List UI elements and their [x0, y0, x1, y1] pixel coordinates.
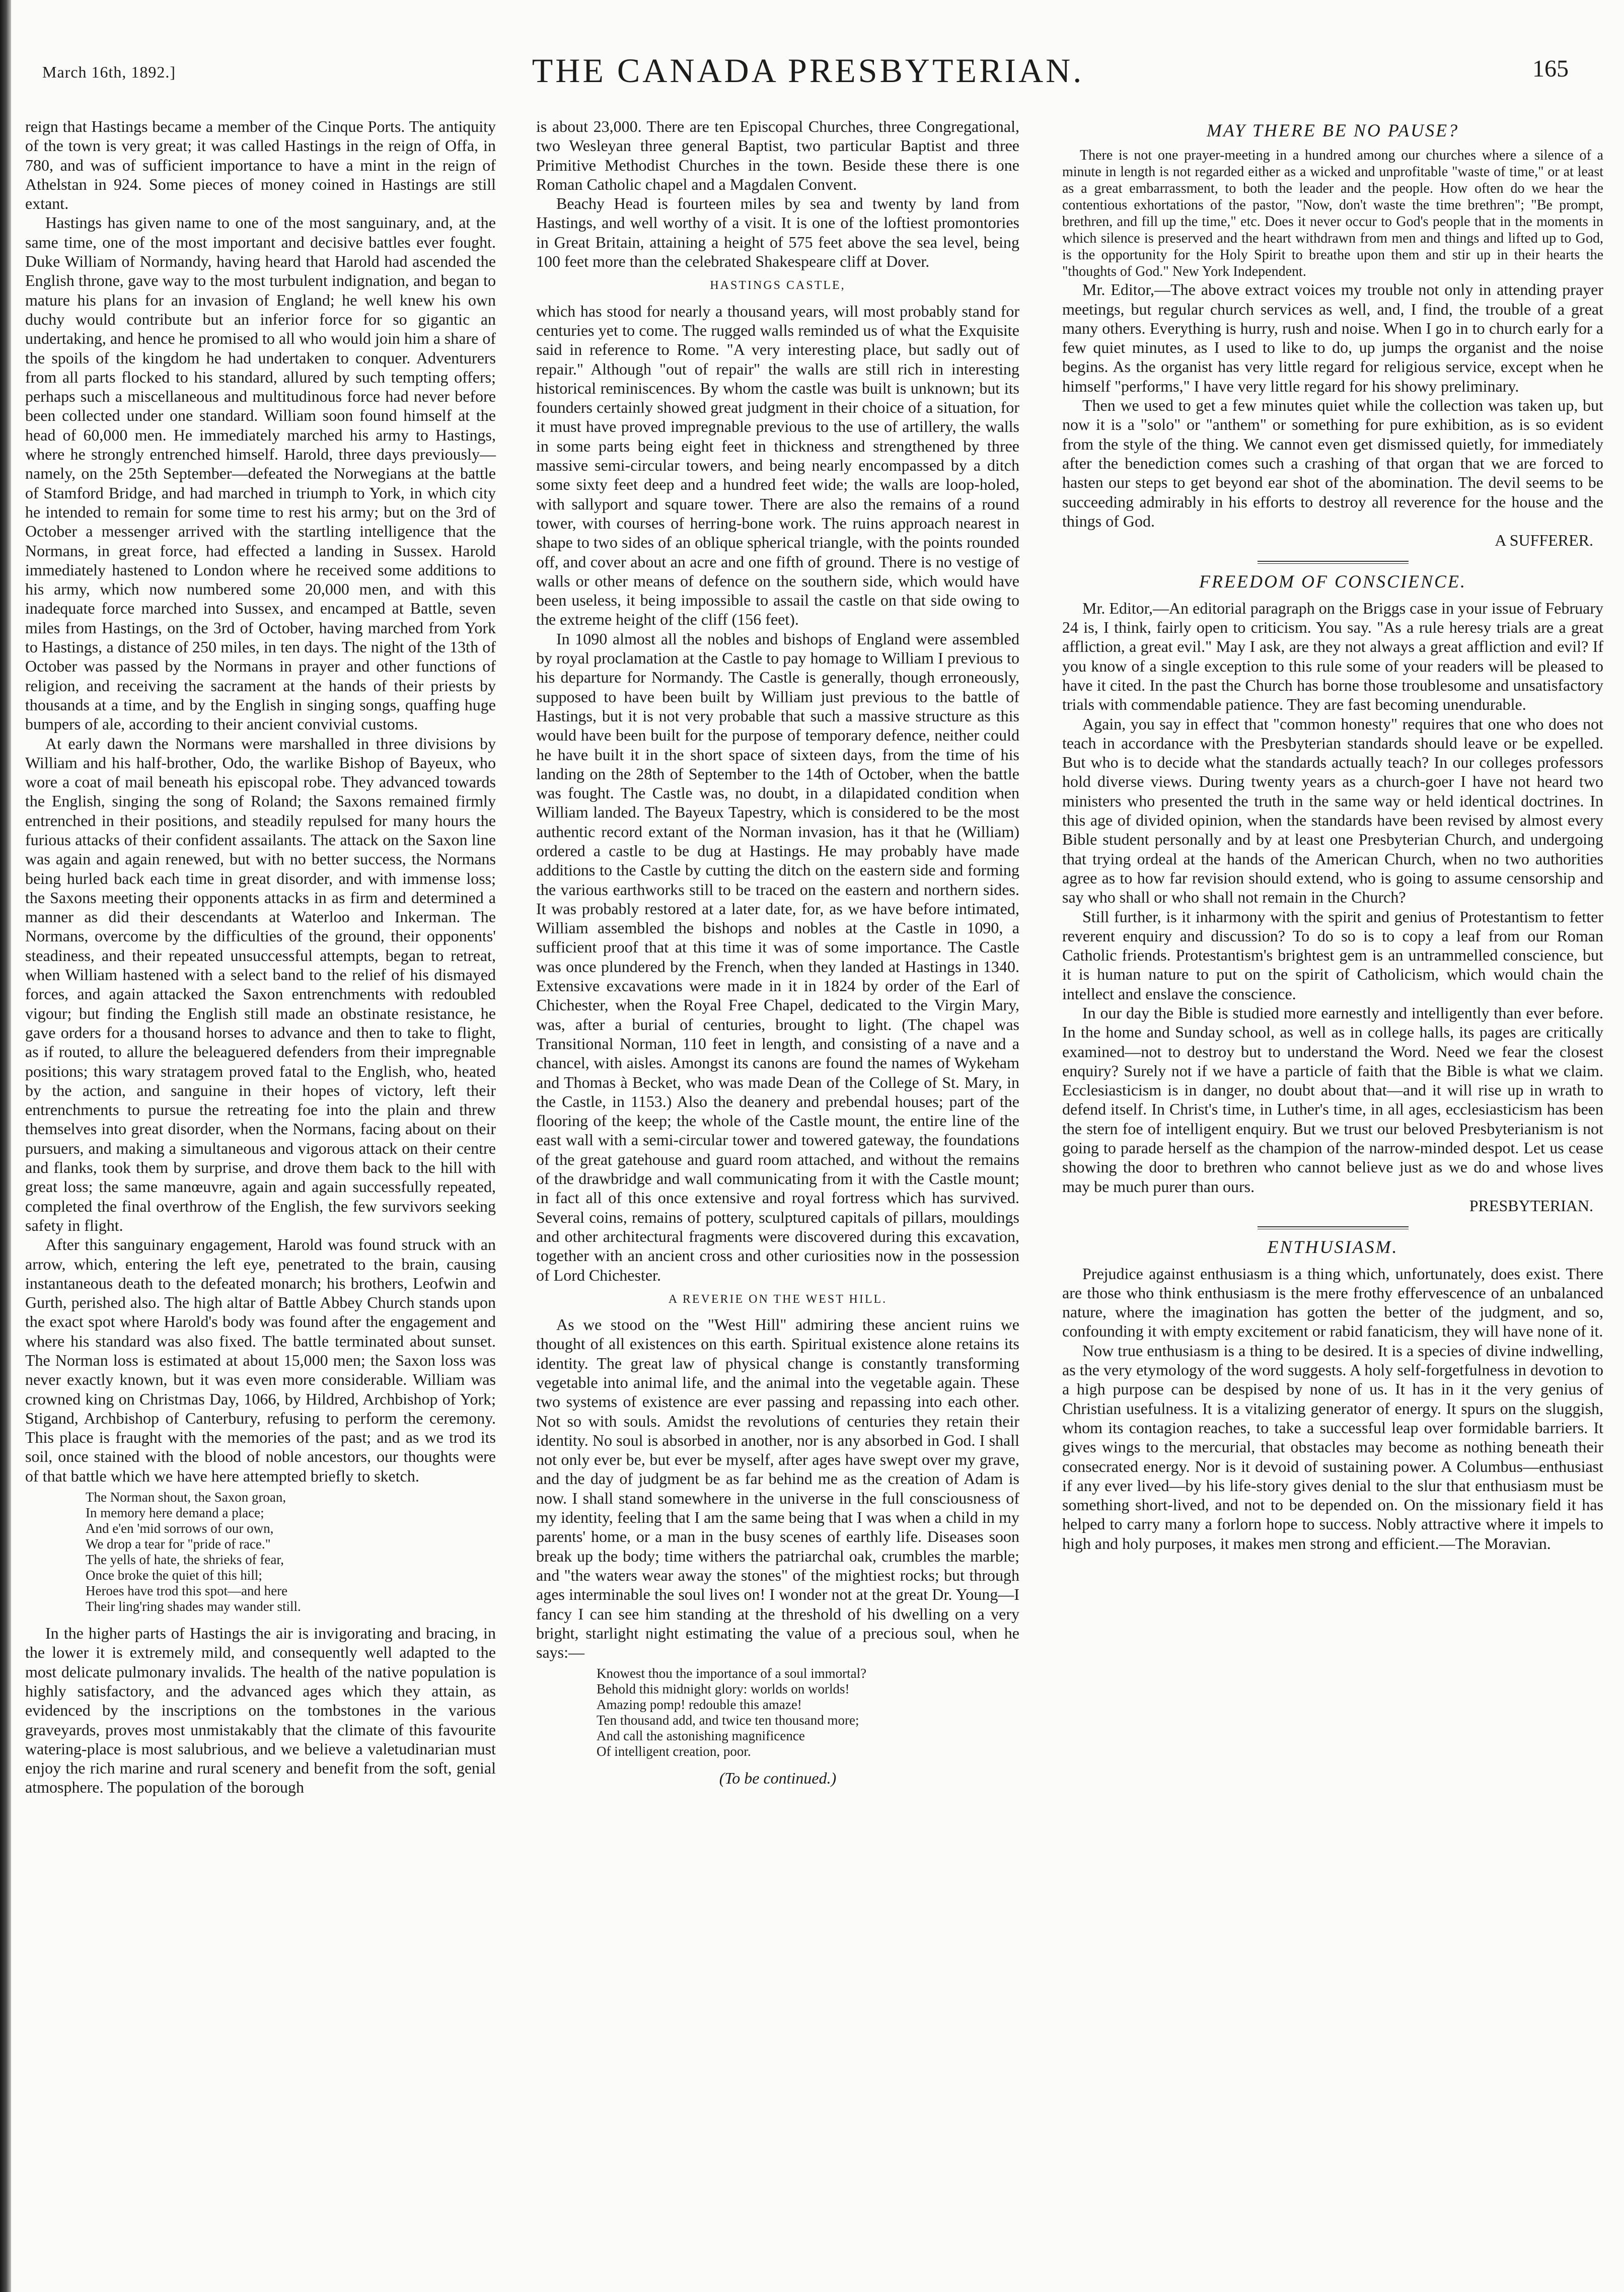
masthead: THE CANADA PRESBYTERIAN. [532, 51, 1084, 90]
poem-line: Their ling'ring shades may wander still. [86, 1599, 301, 1614]
paragraph: which has stood for nearly a thousand years, will most probably stand for centuries yet to come. The rugged walls reminded us of what the Exquisite said in reference to Rome. "A very interesting place, but sadly out of repair." Although "out of repair" the walls are still rich in interesting historical reminiscences. By whom the castle was built is unknown; but its founders certainly showed great judgment in their choice of a situation, for it must have proved impregnable previous to the use of artillery, the walls in some parts being eight feet in thickness and strengthened by three massive semi-circular towers, and being nearly encompassed by a ditch some sixty feet deep and a hundred feet wide; the walls are loop-holed, with sallyport and square tower. There are also the remains of a round tower, with courses of herring-bone work. The ruins approach nearest in shape to two sides of an oblique spherical triangle, with the points rounded off, and cover about an acre and one fifth of ground. There is no vestige of walls or other means of defence on the southern side, which would have been useless, it being impossible to assail the castle on that side owing to the extreme height of the cliff (156 feet). [536, 302, 1019, 629]
poem-line: And e'en 'mid sorrows of our own, [86, 1521, 274, 1536]
paragraph: reign that Hastings became a member of the Cinque Ports. The antiquity of the town is very great; it was called Hastings in the reign of Offa, in 780, and was of sufficient importance to have a mint in the reign of Athelstan in 924. Some pieces of money coined in Hastings are still extant. [25, 117, 496, 213]
column-3 [1062, 117, 1603, 1553]
poem-line: The yells of hate, the shrieks of fear, [86, 1552, 284, 1568]
poem-line: And call the astonishing magnificence [597, 1728, 805, 1744]
paragraph: Then we used to get a few minutes quiet while the collection was taken up, but now it is a "solo" or "anthem" or something for pure exhibition, as is so evident from the style of the thing. We cannot even get dismissed quietly, for immediately after the benediction comes such a crashing of that organ that we are forced to hasten our steps to get beyond ear shot of the abomination. The devil seems to be succeeding admirably in his efforts to destroy all reverence for the house and the things of God. [1062, 396, 1603, 530]
paragraph: Hastings has given name to one of the most sanguinary, and, at the same time, one of the most important and decisive battles ever fought. Duke William of Normandy, having heard that Harold had ascended the English throne, gave way to the most turbulent indignation, and began to mature his plans for an invasion of England; he well knew his own duchy would contribute but an inferior force for so gigantic an undertaking, and hence he promised to all who would join him a share of the spoils of the kingdom he had undertaken to conquer. Adventurers from all parts flocked to his standard, allured by such tempting offers; perhaps such a miscellaneous and multitudinous force had never before been collected under one standard. William soon found himself at the head of 60,000 men. He immediately marched his army to Hastings, where he strongly entrenched himself. Harold, three days previously—namely, on the 25th September—defeated the Norwegians at the battle of Stamford Bridge, and had marched in triumph to York, in which city he intended to remain for some time to rest his army; but on the 3rd of October a messenger arrived with the startling intelligence that the Normans, in great force, had effected a landing in Sussex. Harold immediately hastened to London where he received some additions to his army, which now numbered some 20,000 men, and with this inadequate force marched into Sussex, and encamped at Battle, seven miles from Hastings, on the 3rd of October, having marched from York to Hastings, a distance of 250 miles, in ten days. The night of the 13th of October was passed by the Normans in prayer and other functions of religion, and receiving the sacrament at the hands of their priests by thousands at a time, and by the English in singing songs, quaffing huge bumpers of ale, according to their ancient convivial customs. [25, 213, 496, 733]
paragraph: Beachy Head is fourteen miles by sea and twenty by land from Hastings, and well worthy of a visit. It is one of the loftiest promontories in Great Britain, attaining a height of 575 feet above the sea level, being 100 feet more than the celebrated Shakespeare cliff at Dover. [536, 194, 1019, 271]
paragraph: In the higher parts of Hastings the air is invigorating and bracing, in the lower it is extremely mild, and consequently well adapted to the most delicate pulmonary invalids. The health of the native population is highly satisfactory, and the advanced ages which they attain, as evidenced by the inscriptions on the tombstones in the various graveyards, proves most unmistakably that the climate of this favourite watering-place is most salubrious, and we believe a valetudinarian must enjoy the rich marine and rural scenery and benefit from the soft, genial atmosphere. The population of the borough [25, 1624, 496, 1797]
poem-line: Amazing pomp! redouble this amaze! [597, 1697, 802, 1713]
paragraph: Mr. Editor,—An editorial paragraph on the Briggs case in your issue of February 24 is, I think, fairly open to criticism. You say. "As a rule heresy trials are a great affliction, a great evil." May I ask, are they not always a great affliction and evil? If you know of a single exception to this rule some of your readers will be pleased to have it cited. In the past the Church has borne those troublesome and unsatisfactory trials with commendable patience. They are fast becoming unendurable. [1062, 599, 1603, 714]
poem [597, 1666, 1019, 1759]
quoted-extract: There is not one prayer-meeting in a hundred among our churches where a silence of a minute in length is not regarded either as a wicked and unprofitable "waste of time," or at least as a great embarrassment, to both the leader and the people. How often do we hear the contentious exhortations of the pastor, "Now, don't waste the time brethren"; "Be prompt, brethren, and fill up the time," etc. Does it never occur to God's people that in the moments in which silence is preserved and the heart withdrawn from men and things and lifted up to God, is the opportunity for the Holy Spirit to breathe upon them and stir up in their hearts the "thoughts of God." New York Independent. [1062, 147, 1603, 280]
article-title: MAY THERE BE NO PAUSE? [1206, 120, 1459, 140]
poem-line: Heroes have trod this spot—and here [86, 1583, 288, 1599]
paragraph: In our day the Bible is studied more earnestly and intelligently than ever before. In the home and Sunday school, as well as in college halls, its pages are critically examined—not to destroy but to understand the Word. Need we fear the closest enquiry? Surely not if we have a particle of faith that the Bible is what we claim. Ecclesiasticism is in danger, no doubt about that—and it will rise up in wrath to defend itself. In Christ's time, in Luther's time, in all ages, ecclesiasticism has been the stern foe of intelligent enquiry. But we trust our beloved Presbyterianism is not going to parade herself as the champion of the narrow-minded despot. Let us cease showing the door to brethren who cannot believe just as we do and whose lives may be much purer than ours. [1062, 1003, 1603, 1196]
paragraph: Now true enthusiasm is a thing to be desired. It is a species of divine indwelling, as the very etymology of the word suggests. A holy self-forgetfulness in devotion to a high purpose can be despised by none of us. It has in it the very genius of Christian usefulness. It is a vitalizing generator of energy. It spurs on the sluggish, whom its contagion reaches, to take a successful leap over formidable barriers. It gives wings to the mercurial, that obstacles may become as nothing beneath their consecrated energy. Nor is it devoid of sustaining power. A Columbus—enthusiast if any ever lived—by his life-story gives denial to the slur that enthusiasm must be something short-lived, and not to be depended on. On the missionary field it has helped to carry many a forlorn hope to success. Nobly attractive where it impels to high and holy purposes, it makes men strong and efficient.—The Moravian. [1062, 1341, 1603, 1552]
paragraph: After this sanguinary engagement, Harold was found struck with an arrow, which, entering the left eye, penetrated to the brain, causing instantaneous death to the defeated monarch; his brothers, Leofwin and Gurth, perished also. The high altar of Battle Abbey Church stands upon the exact spot where Harold's body was found after the engagement and where his standard was also fixed. The battle terminated about sunset. The Norman loss is estimated at about 15,000 men; the Saxon loss was never exactly known, but it was even more considerable. William was crowned king on Christmas Day, 1066, by Hildred, Archbishop of York; Stigand, Archbishop of Canterbury, refusing to perform the ceremony. This place is fraught with the memories of the past; and as we trod its soil, once stained with the blood of noble ancestors, our thoughts were of that battle which we have here attempted briefly to sketch. [25, 1235, 496, 1485]
column-1 [25, 117, 496, 1797]
page-header [25, 48, 1591, 103]
continued-note: (To be continued.) [719, 1769, 837, 1788]
poem-line: Behold this midnight glory: worlds on worlds! [597, 1681, 850, 1697]
article-title: ENTHUSIASM. [1267, 1237, 1398, 1258]
poem-line: In memory here demand a place; [86, 1505, 264, 1521]
poem-line: Knowest thou the importance of a soul immortal? [597, 1666, 867, 1681]
section-heading: HASTINGS CASTLE, [710, 279, 846, 292]
poem-line: The Norman shout, the Saxon groan, [86, 1490, 286, 1505]
poem-line: Of intelligent creation, poor. [597, 1744, 751, 1759]
issue-date: March 16th, 1892.] [42, 63, 176, 81]
poem [86, 1490, 496, 1614]
paragraph: As we stood on the "West Hill" admiring these ancient ruins we thought of all existences on this earth. Spiritual existence alone retains its identity. The great law of physical change is constantly transforming vegetable into animal life, and the animal into the vegetable again. These two systems of existence are ever passing and repassing into each other. Not so with souls. Amidst the revolutions of centuries they retain their identity. No soul is absorbed in another, nor is any absorbed in God. I shall not only ever be, but ever be myself, after ages have swept over my grave, and the day of judgment be as far behind me as the creation of Adam is now. I shall stand somewhere in the universe in the full consciousness of my identity, feeling that I am the same being that I was when a child in my parents' home, or a man in the busy scenes of earthly life. Diseases soon break up the body; time withers the patriarchal oak, crumbles the marble; and "the waters wear away the stones" of the mightiest rocks; but through ages interminable the soul lives on! I wonder not at the great Dr. Young—I fancy I can see him standing at the threshold of his dwelling on a very bright, starlight night estimating the value of a precious soul, when he says:— [536, 1315, 1019, 1662]
article-title: FREEDOM OF CONSCIENCE. [1199, 571, 1466, 592]
paragraph: Prejudice against enthusiasm is a thing which, unfortunately, does exist. There are those who think enthusiasm is the mere frothy effervescence of an unbalanced nature, where the imagination has gotten the better of the judgment, and so, confounding it with empty excitement or rabid fanaticism, they will have none of it. [1062, 1264, 1603, 1341]
poem-line: Ten thousand add, and twice ten thousand more; [597, 1713, 859, 1728]
page-number: 165 [1532, 55, 1569, 82]
divider [1258, 1226, 1409, 1229]
poem-line: Once broke the quiet of this hill; [86, 1568, 262, 1583]
paragraph: Again, you say in effect that "common honesty" requires that one who does not teach in accordance with the Presbyterian standards should leave or be expelled. But who is to decide what the standards actually teach? In our colleges professors hold diverse views. During twenty years as a church-goer I have not heard two ministers who presented the truth in the same way or held identical doctrines. In this age of divided opinion, when the standards have been revised by almost every Bible student personally and by at least one Presbyterian Church, and undergoing that trying ordeal at the hands of the American Church, when no two authorities agree as to how far revision should extend, who is going to assume censorship and say who shall or who shall not remain in the Church? [1062, 714, 1603, 907]
divider [1258, 561, 1409, 564]
paragraph: At early dawn the Normans were marshalled in three divisions by William and his half-brother, Odo, the warlike Bishop of Bayeux, who wore a coat of mail beneath his episcopal robe. They advanced towards the English, singing the song of Roland; the Saxons remained firmly entrenched in their positions, and steadily repulsed for many hours the furious attacks of their confident assailants. The attack on the Saxon line was again and again renewed, but with no better success, the Normans being hurled back each time in great disorder, and with immense loss; the Saxons meeting their opponents attacks in as firm and determined a manner as did their descendants at Waterloo and Inkerman. The Normans, overcome by the difficulties of the ground, their opponents' steadiness, and their repeated unsuccessful attempts, began to retreat, when William hastened with a select band to the relief of his dismayed forces, and again attacked the Saxon entrenchments with redoubled vigour; but finding the English still made an obstinate resistance, he gave orders for a thousand horses to advance and then to take to flight, as if routed, to allure the beleaguered defenders from their impregnable positions; this wary stratagem proved fatal to the English, who, heated by the action, and sanguine in their hopes of victory, left their entrenchments to pursue the retreating foe into the plain and threw themselves into great disorder, when the Normans, facing about on their pursuers, and making a simultaneous and vigorous attack on their centre and flanks, took them by surprise, and drove them back to the hill with great loss; the same manœuvre, again and again successfully repeated, completed the final overthrow of the English, the few survivors seeking safety in flight. [25, 734, 496, 1234]
binding-spine [0, 0, 11, 2292]
signature: PRESBYTERIAN. [1469, 1196, 1593, 1215]
column-2 [536, 117, 1019, 1788]
section-heading: A REVERIE ON THE WEST HILL. [668, 1292, 888, 1306]
paragraph: Still further, is it inharmony with the spirit and genius of Protestantism to fetter reverent enquiry and discussion? To do so is to copy a leaf from our Roman Catholic friends. Protestantism's brightest gem is an untrammelled conscience, but it is human nature to put on the spirit of Catholicism, which would chain the intellect and enslave the conscience. [1062, 907, 1603, 1003]
paragraph: is about 23,000. There are ten Episcopal Churches, three Congregational, two Wesleyan three general Baptist, two particular Baptist and three Primitive Methodist Churches in the town. Beside these there is one Roman Catholic chapel and a Magdalen Convent. [536, 117, 1019, 193]
paragraph: Mr. Editor,—The above extract voices my trouble not only in attending prayer meetings, but regular church services as well, and, I find, the trouble of a great many others. Everything is hurry, rush and noise. When I go in to church early for a few quiet minutes, as I used to like to do, up jumps the organist and the noise begins. As the organist has very little regard for religious service, except when he himself "performs," I have very little regard for his showy preliminary. [1062, 280, 1603, 395]
paragraph: In 1090 almost all the nobles and bishops of England were assembled by royal proclamation at the Castle to pay homage to William I previous to his departure for Normandy. The Castle is generally, though erroneously, supposed to have been built by William just previous to the battle of Hastings, but it is not very probable that such a massive structure as this would have been built for the purpose of temporary defence, neither could he have built it in the short space of sixteen days, from the time of his landing on the 28th of September to the 14th of October, when the battle was fought. The Castle was, no doubt, in a dilapidated condition when William landed. The Bayeux Tapestry, which is considered to be the most authentic record extant of the Norman invasion, has it that he (William) ordered a castle to be dug at Hastings. He may probably have made additions to the Castle by cutting the ditch on the eastern side and forming the various earthworks still to be traced on the eastern and northern sides. It was probably restored at a later date, for, as we have before intimated, William assembled the bishops and nobles at the Castle in 1090, a sufficient proof that at this time it was of some importance. The Castle was once plundered by the French, when they landed at Hastings in 1340. Extensive excavations were made in it in 1824 by order of the Earl of Chichester, when the Royal Free Chapel, dedicated to the Virgin Mary, was, after a burial of centuries, brought to light. (The chapel was Transitional Norman, 110 feet in length, and consisting of a nave and a chancel, with aisles. Amongst its canons are found the names of Wykeham and Thomas à Becket, who was made Dean of the College of St. Mary, in the Castle, in 1153.) Also the deanery and prebendal houses; part of the flooring of the keep; the whole of the Castle mount, the entire line of the east wall with a semi-circular tower and towered gateway, the foundations of the great gatehouse and guard room attached, and without the remains of the drawbridge and wall communicating from it with the Castle mount; in fact all of this once extensive and royal fortress which has survived. Several coins, remains of pottery, sculptured capitals of pillars, mouldings and other architectural fragments were discovered during this excavation, together with an ancient cross and other curiosities now in the possession of Lord Chichester. [536, 629, 1019, 1284]
poem-line: We drop a tear for "pride of race." [86, 1536, 271, 1552]
signature: A SUFFERER. [1495, 531, 1593, 550]
